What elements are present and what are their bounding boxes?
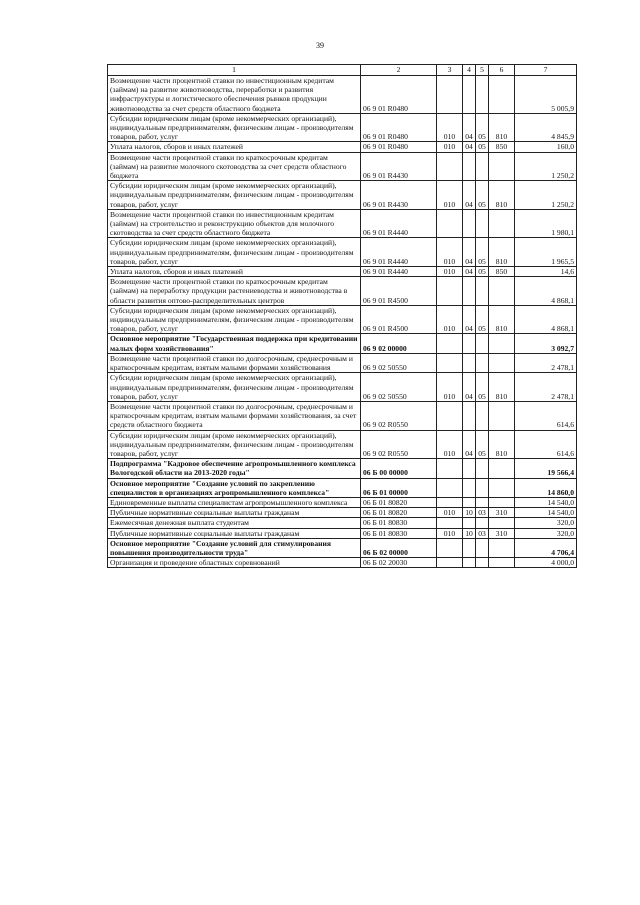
- row-expense-type-cell: 810: [489, 305, 515, 334]
- row-section-cell: 10: [463, 508, 476, 518]
- row-amount-cell: 320,0: [515, 528, 577, 538]
- row-section-cell: [463, 538, 476, 557]
- page-number: 39: [316, 41, 324, 50]
- row-code-cell: 06 Б 01 80830: [361, 528, 437, 538]
- row-grbs-cell: [437, 478, 463, 497]
- table-row: [108, 209, 577, 238]
- row-grbs-cell: [437, 76, 463, 114]
- row-section-cell: 04: [463, 430, 476, 459]
- row-name-cell: Возмещение части процентной ставки по краткосрочным кредитам (займам) на развитие молочного скотоводства за счет средств областного бюджета: [108, 152, 361, 181]
- row-grbs-cell: [437, 558, 463, 568]
- row-subsection-cell: [476, 334, 489, 353]
- row-subsection-cell: 03: [476, 508, 489, 518]
- row-name-cell: Субсидии юридическим лицам (кроме некоммерческих организаций), индивидуальным предпринимателям, физическим лицам - производителям товаров, работ, услуг: [108, 238, 361, 267]
- row-section-cell: 04: [463, 181, 476, 210]
- row-subsection-cell: 05: [476, 113, 489, 142]
- row-name-cell: Возмещение части процентной ставки по краткосрочным кредитам (займам) на переработку продукции растениеводства и животноводства в области развития оптово-распределительных центров: [108, 277, 361, 306]
- row-expense-type-cell: [489, 277, 515, 306]
- row-name-cell: Публичные нормативные социальные выплаты гражданам: [108, 508, 361, 518]
- row-section-cell: 04: [463, 305, 476, 334]
- row-subsection-cell: 05: [476, 430, 489, 459]
- row-subsection-cell: [476, 497, 489, 507]
- row-grbs-cell: 010: [437, 508, 463, 518]
- table-row: [108, 508, 577, 518]
- table-row: [108, 277, 577, 306]
- table-row: [108, 401, 577, 430]
- row-amount-cell: 2 478,1: [515, 353, 577, 372]
- table-row: [108, 238, 577, 267]
- row-amount-cell: 3 092,7: [515, 334, 577, 353]
- row-subsection-cell: 05: [476, 238, 489, 267]
- row-expense-type-cell: [489, 353, 515, 372]
- column-header: 4: [463, 65, 476, 76]
- row-grbs-cell: 010: [437, 528, 463, 538]
- row-name-cell: Возмещение части процентной ставки по инвестиционным кредитам (займам) на строительство и реконструкцию объектов для молочного скотоводства за счет средств областного бюджета: [108, 209, 361, 238]
- column-header: 3: [437, 65, 463, 76]
- row-amount-cell: 4 706,4: [515, 538, 577, 557]
- row-code-cell: 06 9 01 R0480: [361, 76, 437, 114]
- row-name-cell: Возмещение части процентной ставки по инвестиционным кредитам (займам) на развитие животноводства, переработки и развития инфраструктуры и логистического обеспечения рынков продукции животноводства за счет средств областного бюджета: [108, 76, 361, 114]
- row-expense-type-cell: [489, 401, 515, 430]
- column-header: 5: [476, 65, 489, 76]
- row-code-cell: 06 Б 02 00000: [361, 538, 437, 557]
- row-section-cell: [463, 558, 476, 568]
- row-grbs-cell: [437, 353, 463, 372]
- row-amount-cell: 2 478,1: [515, 373, 577, 402]
- row-expense-type-cell: [489, 152, 515, 181]
- row-expense-type-cell: [489, 558, 515, 568]
- table-row: [108, 558, 577, 568]
- row-name-cell: Организация и проведение областных соревнований: [108, 558, 361, 568]
- row-code-cell: 06 9 01 R4500: [361, 277, 437, 306]
- table-row: [108, 113, 577, 142]
- table-row: [108, 528, 577, 538]
- row-expense-type-cell: [489, 538, 515, 557]
- row-amount-cell: 14 540,0: [515, 508, 577, 518]
- row-section-cell: [463, 497, 476, 507]
- table-row: [108, 334, 577, 353]
- row-amount-cell: 614,6: [515, 401, 577, 430]
- row-code-cell: 06 9 02 R0550: [361, 401, 437, 430]
- row-grbs-cell: 010: [437, 305, 463, 334]
- row-subsection-cell: 03: [476, 528, 489, 538]
- row-grbs-cell: 010: [437, 142, 463, 152]
- row-expense-type-cell: [489, 334, 515, 353]
- row-name-cell: Подпрограмма "Кадровое обеспечение агропромышленного комплекса Вологодской области на 2013-2020 годы": [108, 459, 361, 478]
- row-amount-cell: 1 980,1: [515, 209, 577, 238]
- row-expense-type-cell: 310: [489, 508, 515, 518]
- row-subsection-cell: 05: [476, 267, 489, 277]
- row-expense-type-cell: 310: [489, 528, 515, 538]
- row-section-cell: [463, 353, 476, 372]
- row-amount-cell: 4 000,0: [515, 558, 577, 568]
- row-name-cell: Возмещение части процентной ставки по долгосрочным, среднесрочным и краткосрочным кредитам, взятым малыми формами хозяйствования: [108, 353, 361, 372]
- row-name-cell: Субсидии юридическим лицам (кроме некоммерческих организаций), индивидуальным предпринимателям, физическим лицам - производителям товаров, работ, услуг: [108, 305, 361, 334]
- row-expense-type-cell: 850: [489, 142, 515, 152]
- row-code-cell: 06 9 02 50550: [361, 353, 437, 372]
- row-amount-cell: 14 860,0: [515, 478, 577, 497]
- row-grbs-cell: 010: [437, 373, 463, 402]
- row-name-cell: Субсидии юридическим лицам (кроме некоммерческих организаций), индивидуальным предпринимателям, физическим лицам - производителям товаров, работ, услуг: [108, 430, 361, 459]
- row-subsection-cell: 05: [476, 305, 489, 334]
- row-subsection-cell: [476, 538, 489, 557]
- row-expense-type-cell: 810: [489, 113, 515, 142]
- row-code-cell: 06 9 01 R0480: [361, 142, 437, 152]
- row-amount-cell: 14,6: [515, 267, 577, 277]
- row-amount-cell: 320,0: [515, 518, 577, 528]
- row-expense-type-cell: 850: [489, 267, 515, 277]
- row-section-cell: 04: [463, 142, 476, 152]
- row-section-cell: [463, 334, 476, 353]
- budget-table: [107, 64, 577, 568]
- row-name-cell: Ежемесячная денежная выплата студентам: [108, 518, 361, 528]
- row-grbs-cell: 010: [437, 430, 463, 459]
- row-expense-type-cell: [489, 478, 515, 497]
- row-code-cell: 06 9 02 50550: [361, 373, 437, 402]
- table-row: [108, 497, 577, 507]
- row-amount-cell: 4 868,1: [515, 305, 577, 334]
- row-subsection-cell: [476, 353, 489, 372]
- table-row: [108, 538, 577, 557]
- row-name-cell: Субсидии юридическим лицам (кроме некоммерческих организаций), индивидуальным предпринимателям, физическим лицам - производителям товаров, работ, услуг: [108, 373, 361, 402]
- row-name-cell: Основное мероприятие "Создание условий для стимулирования повышения производительности труда": [108, 538, 361, 557]
- row-code-cell: 06 Б 01 80820: [361, 497, 437, 507]
- row-grbs-cell: [437, 152, 463, 181]
- row-code-cell: 06 9 01 R4430: [361, 152, 437, 181]
- row-name-cell: Субсидии юридическим лицам (кроме некоммерческих организаций), индивидуальным предпринимателям, физическим лицам - производителям товаров, работ, услуг: [108, 181, 361, 210]
- row-name-cell: Основное мероприятие "Создание условий по закреплению специалистов в организациях агропромышленного комплекса": [108, 478, 361, 497]
- row-grbs-cell: [437, 459, 463, 478]
- row-code-cell: 06 9 01 R4440: [361, 209, 437, 238]
- row-code-cell: 06 Б 01 00000: [361, 478, 437, 497]
- row-section-cell: [463, 152, 476, 181]
- row-code-cell: 06 9 02 00000: [361, 334, 437, 353]
- row-expense-type-cell: [489, 459, 515, 478]
- row-section-cell: [463, 277, 476, 306]
- row-name-cell: Возмещение части процентной ставки по долгосрочным, среднесрочным и краткосрочным кредитам, взятым малыми формами хозяйствования, за счет средств областного бюджета: [108, 401, 361, 430]
- row-amount-cell: 4 845,9: [515, 113, 577, 142]
- table-header-row: [108, 65, 577, 76]
- row-section-cell: [463, 518, 476, 528]
- row-grbs-cell: [437, 497, 463, 507]
- row-grbs-cell: [437, 401, 463, 430]
- row-amount-cell: 1 250,2: [515, 152, 577, 181]
- row-expense-type-cell: 810: [489, 430, 515, 459]
- row-grbs-cell: [437, 518, 463, 528]
- row-subsection-cell: [476, 459, 489, 478]
- row-name-cell: Основное мероприятие "Государственная поддержка при кредитовании малых форм хозяйствования": [108, 334, 361, 353]
- row-subsection-cell: [476, 478, 489, 497]
- row-code-cell: 06 Б 00 00000: [361, 459, 437, 478]
- row-code-cell: 06 Б 02 20030: [361, 558, 437, 568]
- table-row: [108, 152, 577, 181]
- row-amount-cell: 14 540,0: [515, 497, 577, 507]
- table-row: [108, 181, 577, 210]
- row-code-cell: 06 9 02 R0550: [361, 430, 437, 459]
- table-row: [108, 430, 577, 459]
- row-section-cell: 04: [463, 267, 476, 277]
- row-code-cell: 06 9 01 R4430: [361, 181, 437, 210]
- row-amount-cell: 614,6: [515, 430, 577, 459]
- row-section-cell: 10: [463, 528, 476, 538]
- row-grbs-cell: 010: [437, 181, 463, 210]
- table-row: [108, 478, 577, 497]
- row-subsection-cell: [476, 518, 489, 528]
- row-name-cell: Публичные нормативные социальные выплаты гражданам: [108, 528, 361, 538]
- row-subsection-cell: [476, 152, 489, 181]
- table-row: [108, 373, 577, 402]
- row-code-cell: 06 9 01 R4440: [361, 267, 437, 277]
- row-grbs-cell: [437, 538, 463, 557]
- row-section-cell: [463, 209, 476, 238]
- column-header: 7: [515, 65, 577, 76]
- row-grbs-cell: 010: [437, 267, 463, 277]
- row-expense-type-cell: 810: [489, 373, 515, 402]
- row-grbs-cell: 010: [437, 238, 463, 267]
- row-subsection-cell: [476, 209, 489, 238]
- row-subsection-cell: 05: [476, 373, 489, 402]
- row-code-cell: 06 9 01 R4500: [361, 305, 437, 334]
- table-row: [108, 142, 577, 152]
- row-expense-type-cell: 810: [489, 238, 515, 267]
- row-expense-type-cell: [489, 209, 515, 238]
- row-amount-cell: 1 965,5: [515, 238, 577, 267]
- row-code-cell: 06 Б 01 80820: [361, 508, 437, 518]
- row-code-cell: 06 9 01 R0480: [361, 113, 437, 142]
- row-expense-type-cell: [489, 497, 515, 507]
- row-grbs-cell: [437, 334, 463, 353]
- column-header: 2: [361, 65, 437, 76]
- row-name-cell: Уплата налогов, сборов и иных платежей: [108, 142, 361, 152]
- row-subsection-cell: [476, 401, 489, 430]
- row-subsection-cell: [476, 558, 489, 568]
- row-amount-cell: 160,0: [515, 142, 577, 152]
- row-section-cell: 04: [463, 238, 476, 267]
- row-section-cell: 04: [463, 113, 476, 142]
- row-amount-cell: 4 868,1: [515, 277, 577, 306]
- row-name-cell: Единовременные выплаты специалистам агропромышленного комплекса: [108, 497, 361, 507]
- row-amount-cell: 1 250,2: [515, 181, 577, 210]
- row-subsection-cell: [476, 76, 489, 114]
- column-header: 1: [108, 65, 361, 76]
- row-amount-cell: 19 566,4: [515, 459, 577, 478]
- row-name-cell: Уплата налогов, сборов и иных платежей: [108, 267, 361, 277]
- row-subsection-cell: 05: [476, 181, 489, 210]
- row-section-cell: [463, 76, 476, 114]
- table-row: [108, 267, 577, 277]
- row-grbs-cell: 010: [437, 113, 463, 142]
- row-subsection-cell: [476, 277, 489, 306]
- row-expense-type-cell: 810: [489, 181, 515, 210]
- table-row: [108, 305, 577, 334]
- row-name-cell: Субсидии юридическим лицам (кроме некоммерческих организаций), индивидуальным предпринимателям, физическим лицам - производителям товаров, работ, услуг: [108, 113, 361, 142]
- row-section-cell: [463, 459, 476, 478]
- table-row: [108, 76, 577, 114]
- row-code-cell: 06 Б 01 80830: [361, 518, 437, 528]
- row-section-cell: [463, 401, 476, 430]
- row-grbs-cell: [437, 209, 463, 238]
- row-grbs-cell: [437, 277, 463, 306]
- table-row: [108, 353, 577, 372]
- table-row: [108, 518, 577, 528]
- column-header: 6: [489, 65, 515, 76]
- table-row: [108, 459, 577, 478]
- row-expense-type-cell: [489, 518, 515, 528]
- row-subsection-cell: 05: [476, 142, 489, 152]
- row-section-cell: 04: [463, 373, 476, 402]
- row-expense-type-cell: [489, 76, 515, 114]
- row-code-cell: 06 9 01 R4440: [361, 238, 437, 267]
- row-section-cell: [463, 478, 476, 497]
- row-amount-cell: 5 005,9: [515, 76, 577, 114]
